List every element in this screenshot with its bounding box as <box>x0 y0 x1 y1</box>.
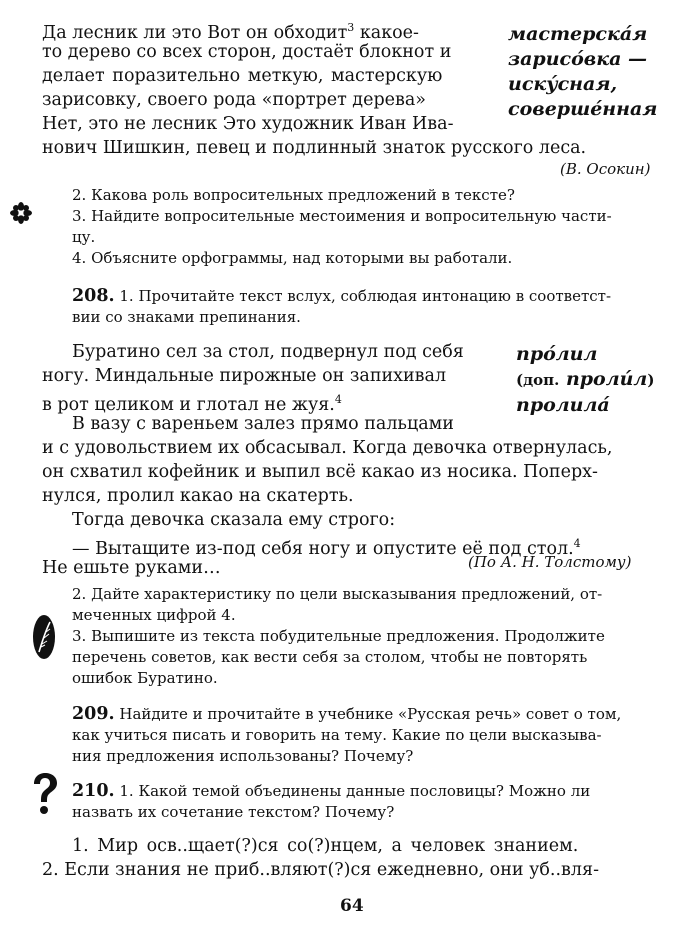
vocab-sidebar-1 <box>508 22 657 122</box>
vocab-word: иску́сная, <box>508 73 618 95</box>
text-line: ногу. Миндальные пирожные он запихивал <box>42 366 447 386</box>
task-item: 4. Объясните орфограммы, над которыми вы работали. <box>72 249 513 267</box>
vocab-word: зарисо́вка — <box>508 48 648 70</box>
task-item: меченных цифрой 4. <box>72 606 236 624</box>
asterisk-flower-icon <box>10 202 32 228</box>
task-item: как учиться писать и говорить на тему. Какие по цели высказыва- <box>72 726 602 744</box>
quill-icon <box>30 614 58 664</box>
task-item: назвать их сочетание текстом? Почему? <box>72 803 395 821</box>
page-number: 64 <box>340 896 364 916</box>
task-item: вии со знаками препинания. <box>72 308 301 326</box>
text-line: нулся, пролил какао на скатерть. <box>42 486 354 506</box>
text-line: Не ешьте руками… <box>42 558 221 578</box>
text-line: зарисовку, своего рода «портрет дерева» <box>42 90 426 110</box>
text-line: В вазу с вареньем залез прямо пальцами <box>72 414 454 434</box>
task-item: 2. Какова роль вопросительных предложений в тексте? <box>72 186 515 204</box>
proverb-line: 2. Если знания не приб..вляют(?)ся ежедневно, они уб..вля- <box>42 860 599 880</box>
text-line: делает поразительно меткую, мастерскую <box>42 66 443 86</box>
source-tolstoy: (По А. Н. Толстому) <box>468 553 632 571</box>
vocab-word: про́лил <box>516 343 598 365</box>
text-line: нович Шишкин, певец и подлинный знаток русского леса. <box>42 138 587 158</box>
task-item: цу. <box>72 228 96 246</box>
text-line: в рот целиком и глотал не жуя.$^4$ <box>42 393 342 415</box>
exercise-number: 208. <box>72 286 115 306</box>
vocab-word: (доп. проли́л) <box>516 368 655 390</box>
task-item: 3. Выпишите из текста побудительные предложения. Продолжите <box>72 627 605 645</box>
vocab-word: мастерска́я <box>508 23 648 45</box>
task-item: ошибок Буратино. <box>72 669 218 687</box>
task-item: 3. Найдите вопросительные местоимения и вопросительную части- <box>72 207 612 225</box>
task-item: 210. 1. Какой темой объединены данные пословицы? Можно ли <box>72 781 591 801</box>
question-mark-icon <box>30 772 60 820</box>
text-line: он схватил кофейник и выпил всё какао из носика. Поперх- <box>42 462 598 482</box>
text-line: Да лесник ли это Вот он обходит$^3$ какое- <box>42 21 419 43</box>
vocab-sidebar-2 <box>516 342 654 418</box>
task-item: 209. Найдите и прочитайте в учебнике «Русская речь» совет о том, <box>72 704 622 724</box>
task-item: ния предложения использованы? Почему? <box>72 747 414 765</box>
vocab-word: пролила́ <box>516 394 610 416</box>
text-line: и с удовольствием их обсасывал. Когда девочка отвернулась, <box>42 438 613 458</box>
text-line: Тогда девочка сказала ему строго: <box>72 510 396 530</box>
vocab-word: соверше́нная <box>508 98 658 120</box>
text-line: Нет, это не лесник Это художник Иван Ива- <box>42 114 454 134</box>
text-line: — Вытащите из-под себя ногу и опустите её под стол.$^4$ <box>72 537 581 559</box>
task-item: перечень советов, как вести себя за столом, чтобы не повторять <box>72 648 588 666</box>
proverb-line: 1. Мир осв..щает(?)ся со(?)нцем, а человек знанием. <box>72 836 579 856</box>
source-osokin: (В. Осокин) <box>560 160 651 178</box>
text-line: то дерево со всех сторон, достаёт блокнот и <box>42 42 452 62</box>
text-line: Буратино сел за стол, подвернул под себя <box>72 342 464 362</box>
exercise-number: 210. <box>72 781 115 801</box>
task-item: 2. Дайте характеристику по цели высказывания предложений, от- <box>72 585 603 603</box>
task-item: 208. 1. Прочитайте текст вслух, соблюдая интонацию в соответст- <box>72 286 612 306</box>
exercise-number: 209. <box>72 704 115 724</box>
